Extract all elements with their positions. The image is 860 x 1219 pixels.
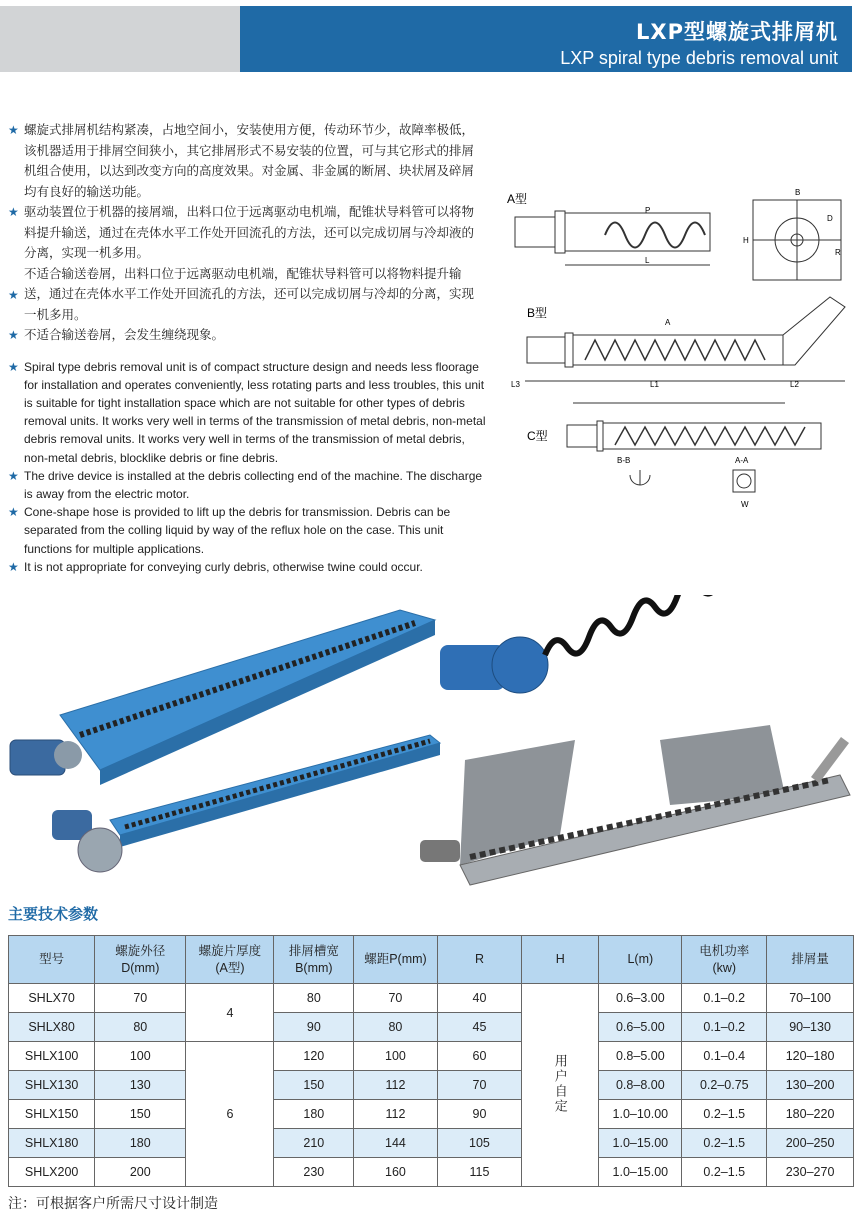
title-cn: LXP型螺旋式排屑机 [636,20,838,44]
table-row [9,1071,854,1100]
cell-width: 120 [274,1042,354,1071]
table-row [9,1013,854,1042]
desc-cn-3: ★ 不适合输送卷屑，出料口位于远离驱动电机端，配锥状导料管可以将物料提升输送，通过在壳体水平工作处开回流孔的方法，还可以完成切屑与冷却的分离，实现一机多用。 [8,265,475,322]
type-c-drawing [567,421,821,492]
cell-power: 0.2–1.5 [682,1129,767,1158]
cell-diameter: 150 [95,1100,186,1129]
description-section [8,120,486,576]
cell-diameter: 80 [95,1013,186,1042]
cell-power: 0.2–1.5 [682,1100,767,1129]
cell-width: 210 [274,1129,354,1158]
technical-diagram [505,185,850,525]
star-icon: ★ [8,123,19,137]
cell-power: 0.2–0.75 [682,1071,767,1100]
cell-width: 150 [274,1071,354,1100]
col-header-power: 电机功率 (kw) [682,936,767,984]
label-bb: B-B [617,456,631,465]
desc-en-4: ★ It is not appropriate for conveying curly debris, otherwise twine could occur. [8,558,486,576]
params-title: 主要技术参数 [8,905,99,923]
cell-capacity: 120–180 [767,1042,854,1071]
cell-pitch: 112 [354,1071,438,1100]
product-photos [0,595,860,895]
cell-power: 0.1–0.4 [682,1042,767,1071]
cell-width: 230 [274,1158,354,1187]
label-aa: A-A [735,456,749,465]
label-p: P [645,206,651,215]
col-header-pitch: 螺距P(mm) [354,936,438,984]
cell-diameter: 180 [95,1129,186,1158]
label-l: L [645,256,650,265]
cell-h-merged [522,984,599,1187]
desc-cn-2: ★ 驱动装置位于机器的接屑端，出料口位于远离驱动电机端，配锥状导料管可以将物料提升输送，通过在壳体水平工作处开回流孔的方法，还可以完成切屑与冷却液的分离，实现一机多用。 [8,204,475,260]
cell-model: SHLX100 [9,1042,95,1071]
star-icon: ★ [8,328,19,342]
label-w: W [741,500,749,509]
star-icon: ★ [8,287,19,302]
cell-diameter: 70 [95,984,186,1013]
cell-r: 115 [437,1158,522,1187]
cell-diameter: 100 [95,1042,186,1071]
spiral-auger-photo [440,595,765,693]
cell-r: 70 [437,1071,522,1100]
col-header-r: R [437,936,522,984]
spec-table [8,935,854,1187]
label-b: B [795,188,801,197]
cell-pitch: 80 [354,1013,438,1042]
table-header-row [9,936,854,984]
type-c-label: C型 [527,429,548,443]
h-value-text: 用户自定 [552,1053,568,1114]
cell-length: 0.8–8.00 [599,1071,682,1100]
header-gray-block [0,6,240,72]
col-header-width: 排屑槽宽 B(mm) [274,936,354,984]
desc-cn-1: ★ 螺旋式排屑机结构紧凑，占地空间小，安装使用方便，传动环节少，故障率极低，该机器适用于排屑空间狭小，其它排屑形式不易安装的位置，可与其它形式的排屑机组合使用，以达到改变方向的高度效果。对金属、非金属的断屑、块状屑及碎屑均有良好的输送功能。 [8,122,475,199]
footer-note: 注：可根据客户所需尺寸设计制造 [8,1196,218,1212]
table-row [9,1129,854,1158]
star-icon: ★ [8,468,19,483]
cell-thickness-group2: 6 [186,1042,274,1187]
cell-model: SHLX70 [9,984,95,1013]
col-header-capacity: 排屑量 [767,936,854,984]
cell-model: SHLX150 [9,1100,95,1129]
cell-length: 0.6–5.00 [599,1013,682,1042]
cell-capacity: 230–270 [767,1158,854,1187]
cell-pitch: 160 [354,1158,438,1187]
stainless-conveyor-photo [420,725,850,885]
col-header-model: 型号 [9,936,95,984]
type-a-label: A型 [507,192,528,206]
cell-capacity: 200–250 [767,1129,854,1158]
cell-capacity: 180–220 [767,1100,854,1129]
cell-model: SHLX130 [9,1071,95,1100]
cell-pitch: 100 [354,1042,438,1071]
cell-capacity: 90–130 [767,1013,854,1042]
desc-en-2: ★ The drive device is installed at the debris collecting end of the machine. The discharge is away from the electric motor. [8,468,483,501]
cell-width: 90 [274,1013,354,1042]
cell-model: SHLX180 [9,1129,95,1158]
cell-width: 80 [274,984,354,1013]
cell-power: 0.1–0.2 [682,1013,767,1042]
table-row [9,1042,854,1071]
cell-length: 1.0–15.00 [599,1158,682,1187]
desc-en-3: ★ Cone-shape hose is provided to lift up the debris for transmission. Debris can be separated from the colling liquid by way of the reflux hole on the case. This unit functions for multiple applications. [8,505,451,556]
cell-capacity: 130–200 [767,1071,854,1100]
label-l1: L1 [650,380,659,389]
cell-pitch: 70 [354,984,438,1013]
table-row [9,984,854,1013]
title-en: LXP spiral type debris removal unit [560,48,838,68]
cell-diameter: 200 [95,1158,186,1187]
star-icon: ★ [8,205,19,219]
col-header-h: H [522,936,599,984]
table-row [9,1100,854,1129]
desc-cn-4: ★ 不适合输送卷屑，会发生缠绕现象。 [8,325,486,346]
col-header-diameter: 螺旋外径 D(mm) [95,936,186,984]
star-icon: ★ [8,505,19,520]
page-header [0,0,860,76]
cell-model: SHLX200 [9,1158,95,1187]
cell-length: 1.0–10.00 [599,1100,682,1129]
cell-length: 0.6–3.00 [599,984,682,1013]
label-h: H [743,236,749,245]
type-b-label: B型 [527,306,548,320]
cell-model: SHLX80 [9,1013,95,1042]
cell-length: 0.8–5.00 [599,1042,682,1071]
label-d: D [827,214,833,223]
col-header-length: L(m) [599,936,682,984]
cell-pitch: 144 [354,1129,438,1158]
label-l2: L2 [790,380,799,389]
cell-r: 60 [437,1042,522,1071]
cell-power: 0.1–0.2 [682,984,767,1013]
star-icon: ★ [8,559,19,574]
label-r: R [835,248,841,257]
cell-r: 105 [437,1129,522,1158]
header-title-block [240,6,852,72]
type-a-drawing [515,200,841,280]
cell-capacity: 70–100 [767,984,854,1013]
cell-power: 0.2–1.5 [682,1158,767,1187]
cell-r: 90 [437,1100,522,1129]
cell-thickness-group1: 4 [186,984,274,1042]
desc-en-1: ★ Spiral type debris removal unit is of compact structure design and needs less floorage for installation and operates conveniently, less rotating parts and less troubles, this unit is suitable for tight installation space which are not suitable for other types of debris removal units. It works very well in terms of the transmission of metal debris, non-metal debris removal units. It works very well in terms of the transmission of metal debris, non-metal debris, blocklike debris or fine debris. [8,359,486,465]
label-l3: L3 [511,380,520,389]
cell-width: 180 [274,1100,354,1129]
cell-length: 1.0–15.00 [599,1129,682,1158]
table-row [9,1158,854,1187]
cell-diameter: 130 [95,1071,186,1100]
cell-r: 40 [437,984,522,1013]
col-header-thickness: 螺旋片厚度 (A型) [186,936,274,984]
cell-pitch: 112 [354,1100,438,1129]
star-icon: ★ [8,359,19,374]
label-a: A [665,318,671,327]
cell-r: 45 [437,1013,522,1042]
